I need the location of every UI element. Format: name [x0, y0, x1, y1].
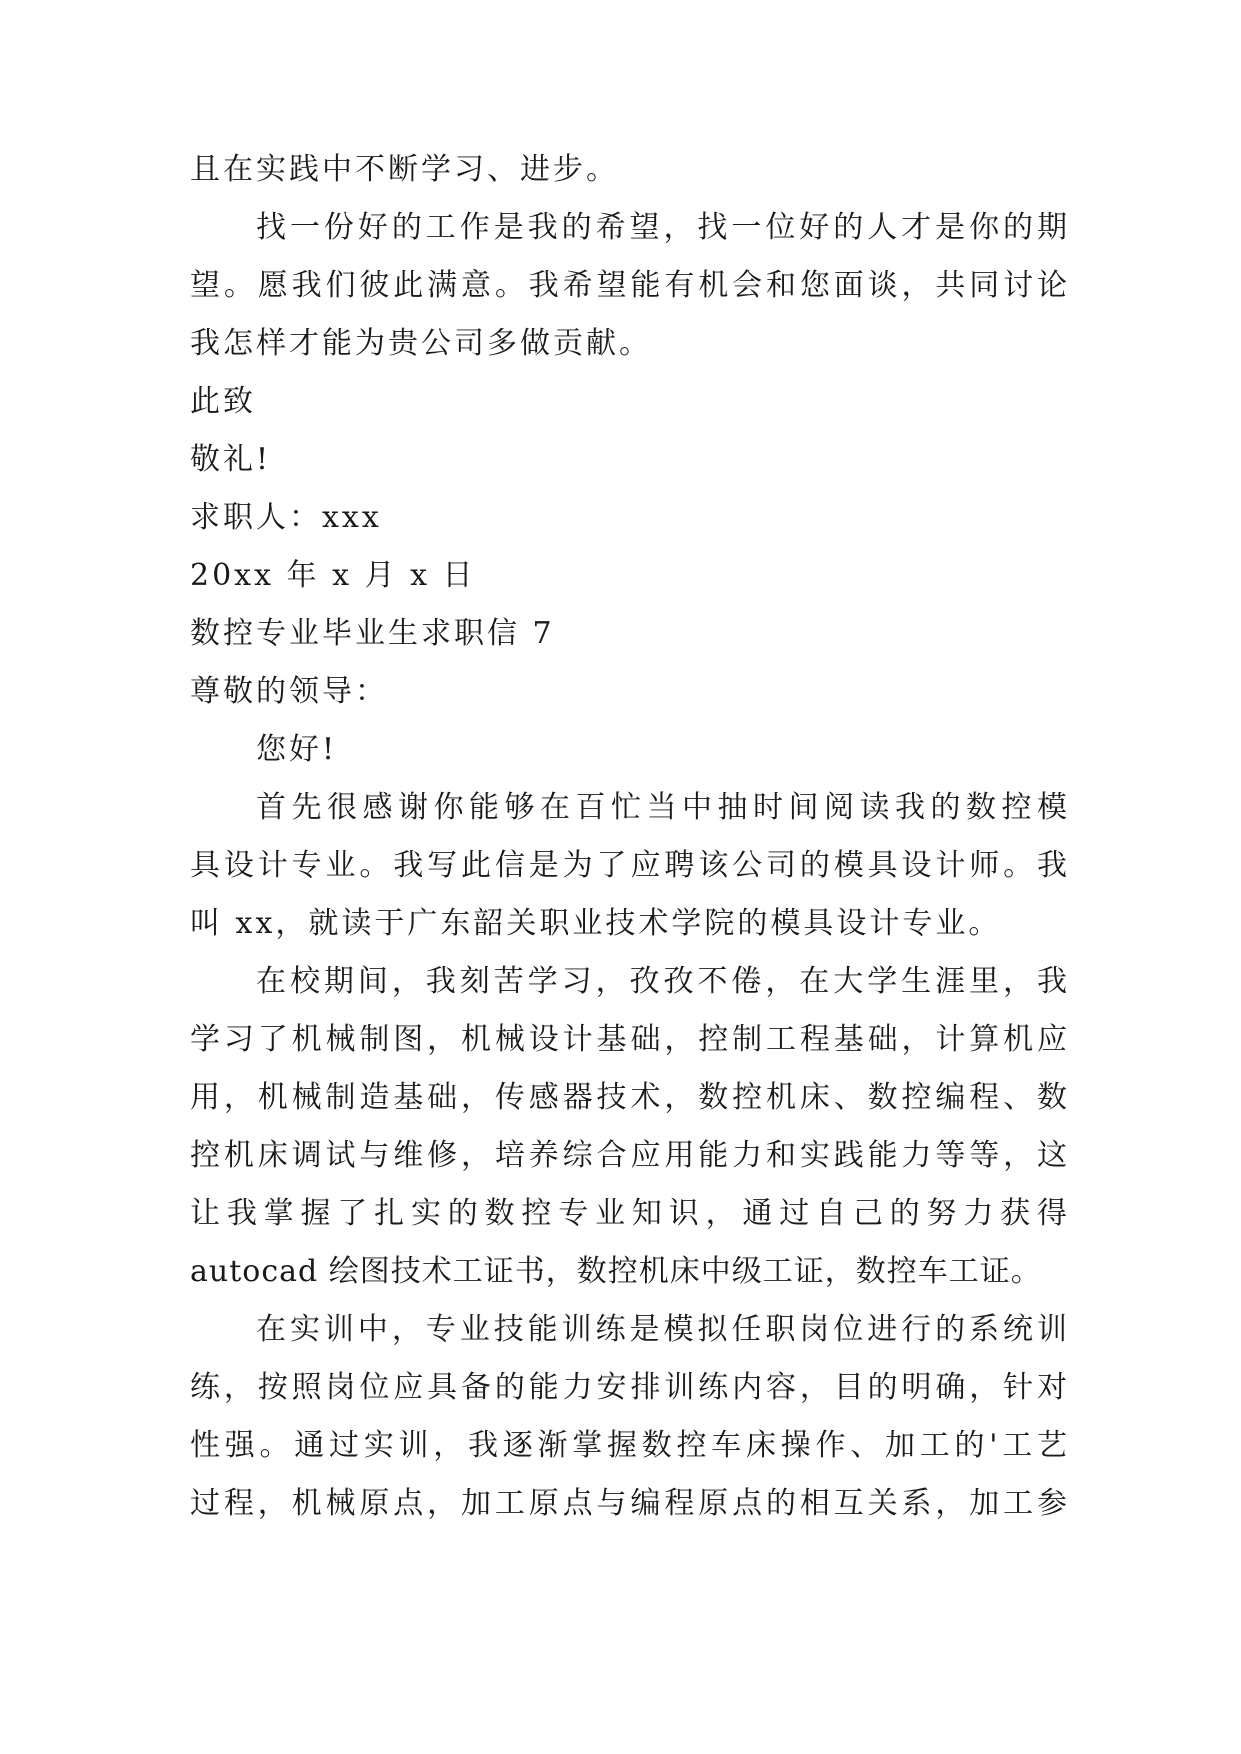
text-line: 我怎样才能为贵公司多做贡献。 — [190, 326, 652, 361]
paragraph-first-line: 在校期间，我刻苦学习，孜孜不倦，在大学生涯里，我 — [256, 964, 1070, 999]
text-line: 具设计专业。我写此信是为了应聘该公司的模具设计师。我 — [190, 848, 1070, 883]
text-line: 控机床调试与维修，培养综合应用能力和实践能力等等，这 — [190, 1138, 1070, 1173]
paragraph-first-line: 找一份好的工作是我的希望，找一位好的人才是你的期 — [256, 210, 1070, 245]
text-line: 学习了机械制图，机械设计基础，控制工程基础，计算机应 — [190, 1022, 1070, 1057]
letter-greeting: 尊敬的领导： — [190, 674, 388, 709]
text-line: 用，机械制造基础，传感器技术，数控机床、数控编程、数 — [190, 1080, 1070, 1115]
section-title: 数控专业毕业生求职信 7 — [190, 616, 555, 651]
letter-date: 20xx 年 x 月 x 日 — [190, 558, 476, 593]
text-line: 练，按照岗位应具备的能力安排训练内容，目的明确，针对 — [190, 1370, 1070, 1405]
text-line: 让我掌握了扎实的数控专业知识，通过自己的努力获得 — [190, 1196, 1070, 1231]
text-line: 且在实践中不断学习、进步。 — [190, 152, 619, 187]
text-line: 性强。通过实训，我逐渐掌握数控车床操作、加工的'工艺 — [190, 1428, 1070, 1463]
closing-regards: 敬礼! — [190, 442, 272, 477]
text-line: autocad 绘图技术工证书，数控机床中级工证，数控车工证。 — [190, 1254, 1042, 1289]
letter-hello: 您好! — [256, 732, 338, 767]
text-line: 过程，机械原点，加工原点与编程原点的相互关系，加工参 — [190, 1486, 1070, 1521]
closing-salutation: 此致 — [190, 384, 256, 419]
applicant-signature: 求职人：xxx — [190, 500, 382, 535]
paragraph-first-line: 首先很感谢你能够在百忙当中抽时间阅读我的数控模 — [256, 790, 1070, 825]
text-line: 叫 xx，就读于广东韶关职业技术学院的模具设计专业。 — [190, 906, 1002, 941]
paragraph-first-line: 在实训中，专业技能训练是模拟任职岗位进行的系统训 — [256, 1312, 1070, 1347]
text-line: 望。愿我们彼此满意。我希望能有机会和您面谈，共同讨论 — [190, 268, 1070, 303]
